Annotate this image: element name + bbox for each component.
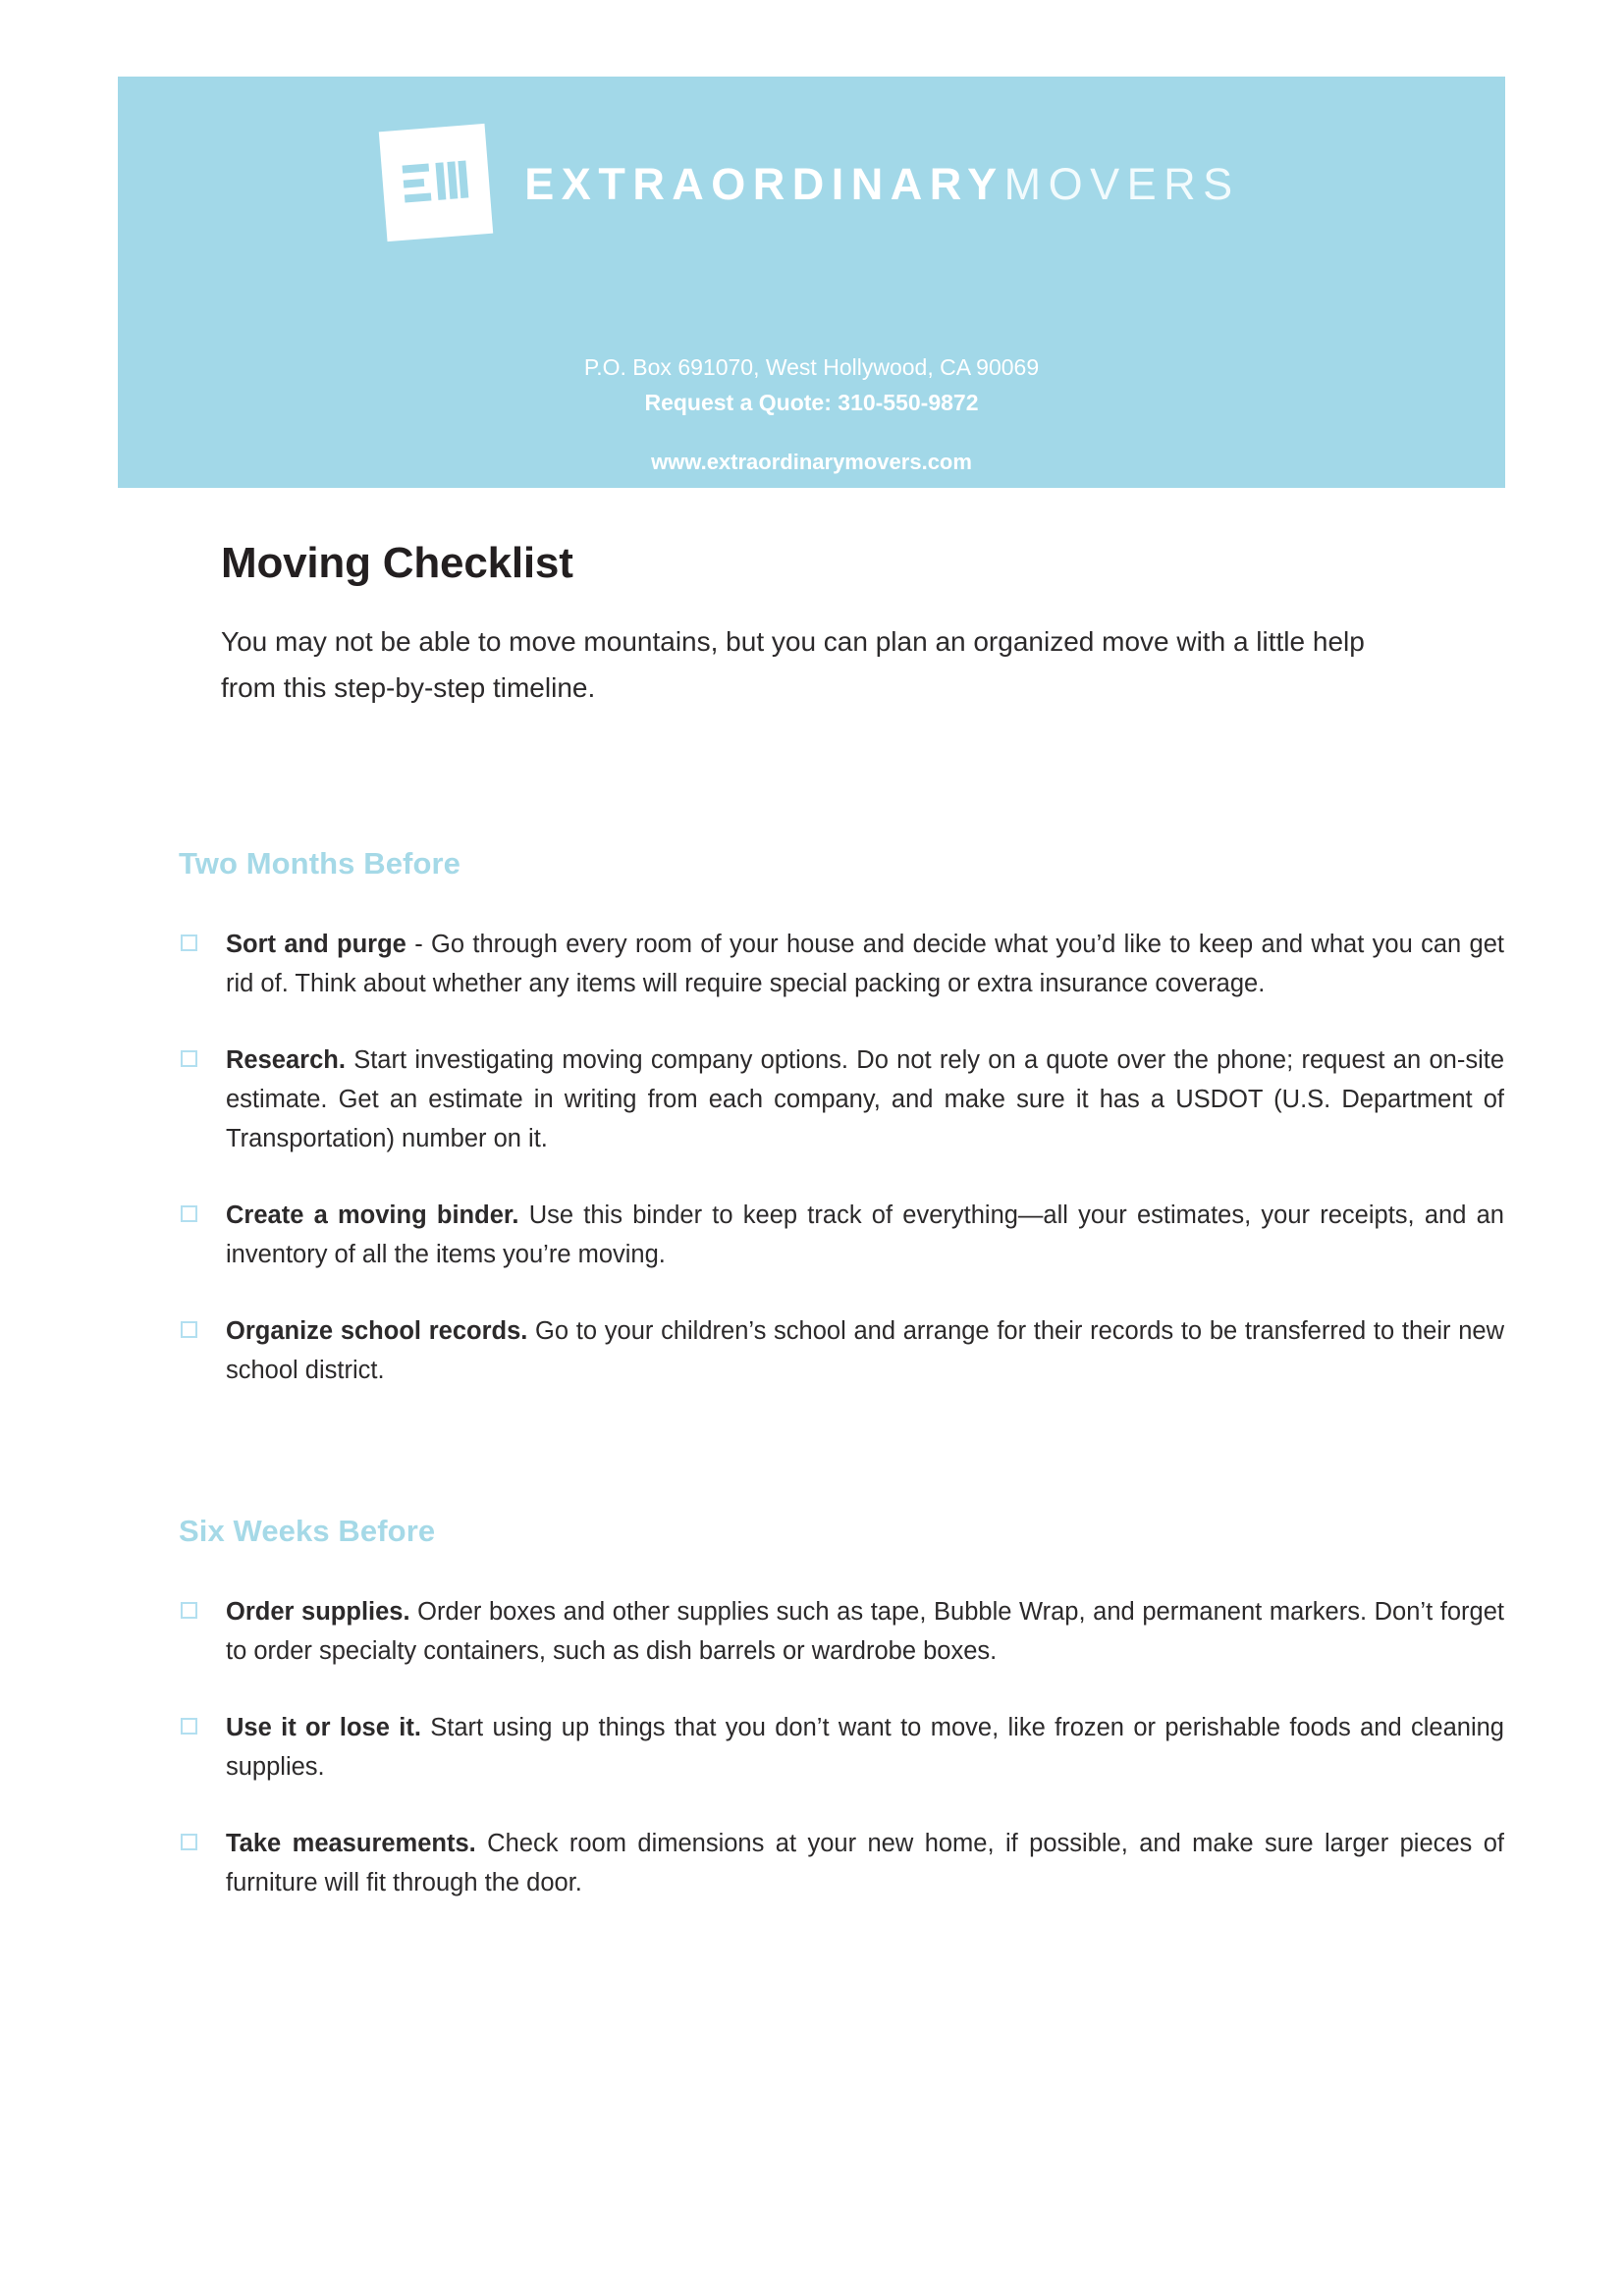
- checklist-item[interactable]: [179, 1824, 1504, 1902]
- checklist-item-lead: Organize school records.: [226, 1317, 528, 1345]
- letter-m-bars: [436, 161, 469, 200]
- checkbox-icon[interactable]: [181, 934, 197, 951]
- checklist-item-text: [226, 1196, 1504, 1274]
- checklist-item-body: Start investigating moving company options. Do not rely on a quote over the phone; request an on-site estimate. Get an estimate in writing from each company, and make sure it has a USDOT (U.S. Department of Transportation) number on it.: [226, 1046, 1504, 1152]
- checklist-item[interactable]: [179, 1196, 1504, 1274]
- page-title: Moving Checklist: [221, 539, 573, 587]
- checklist-item-lead: Create a moving binder.: [226, 1201, 519, 1229]
- checklist-item-text: [226, 925, 1504, 1003]
- checklist-item-text: [226, 1041, 1504, 1158]
- em-monogram-icon: [379, 124, 493, 241]
- checklist-item-lead: Order supplies.: [226, 1598, 410, 1626]
- checkbox-icon[interactable]: [181, 1205, 197, 1222]
- checklist-item[interactable]: [179, 1041, 1504, 1158]
- checklist-item[interactable]: [179, 1311, 1504, 1390]
- checkbox-icon[interactable]: [181, 1321, 197, 1338]
- checklist-item-lead: Research.: [226, 1046, 346, 1074]
- checkbox-icon[interactable]: [181, 1718, 197, 1735]
- checklist-item-body: Use this binder to keep track of everything—all your estimates, your receipts, and an inventory of all the items you’re moving.: [226, 1201, 1504, 1268]
- wordmark-light: MOVERS: [1003, 159, 1240, 209]
- checklist-item[interactable]: [179, 1708, 1504, 1787]
- checklist-item-body: Order boxes and other supplies such as tape, Bubble Wrap, and permanent markers. Don’t forget to order specialty containers, such as dish barrels or wardrobe boxes.: [226, 1598, 1504, 1665]
- checklist-item-body: Check room dimensions at your new home, if possible, and make sure larger pieces of furniture will fit through the door.: [226, 1830, 1504, 1896]
- checklist-item-text: [226, 1311, 1504, 1390]
- checklist-item-body: Start using up things that you don’t want to move, like frozen or perishable foods and cleaning supplies.: [226, 1714, 1504, 1781]
- checklist-item[interactable]: [179, 1592, 1504, 1671]
- section-heading: Two Months Before: [179, 846, 460, 881]
- company-website[interactable]: www.extraordinarymovers.com: [651, 450, 972, 474]
- letter-e-bars: [403, 164, 432, 203]
- monogram-glyphs: [402, 154, 472, 208]
- page-intro: You may not be able to move mountains, but you can plan an organized move with a little help from this step-by-step timeline.: [221, 626, 1365, 703]
- checklist-item-text: [226, 1824, 1504, 1902]
- checkbox-icon[interactable]: [181, 1050, 197, 1067]
- company-wordmark: [524, 159, 1240, 209]
- checklist-item-body: Go to your children’s school and arrange for their records to be transferred to their new school district.: [226, 1317, 1504, 1384]
- checkbox-icon[interactable]: [181, 1602, 197, 1619]
- company-logo: [118, 128, 1505, 238]
- checklist-item-lead: Sort and purge: [226, 931, 406, 958]
- quote-phone: Request a Quote: 310-550-9872: [644, 390, 979, 415]
- letterhead-header: [118, 77, 1505, 488]
- checklist-item-text: [226, 1592, 1504, 1671]
- checklist-item-lead: Use it or lose it.: [226, 1714, 421, 1741]
- checklist-item[interactable]: [179, 925, 1504, 1003]
- checklist-item-body: - Go through every room of your house and decide what you’d like to keep and what you can get rid of. Think about whether any items will require special packing or extra insurance coverage.: [226, 931, 1505, 997]
- section-heading: Six Weeks Before: [179, 1514, 436, 1548]
- wordmark-bold: EXTRAORDINARY: [524, 159, 1004, 209]
- section-six-weeks-before: [179, 1514, 1504, 1902]
- checkbox-icon[interactable]: [181, 1834, 197, 1850]
- checklist-item-lead: Take measurements.: [226, 1830, 476, 1857]
- checklist-item-text: [226, 1708, 1504, 1787]
- section-two-months-before: [179, 846, 1504, 1390]
- contact-block: [118, 349, 1505, 475]
- company-address: P.O. Box 691070, West Hollywood, CA 90069: [583, 354, 1040, 380]
